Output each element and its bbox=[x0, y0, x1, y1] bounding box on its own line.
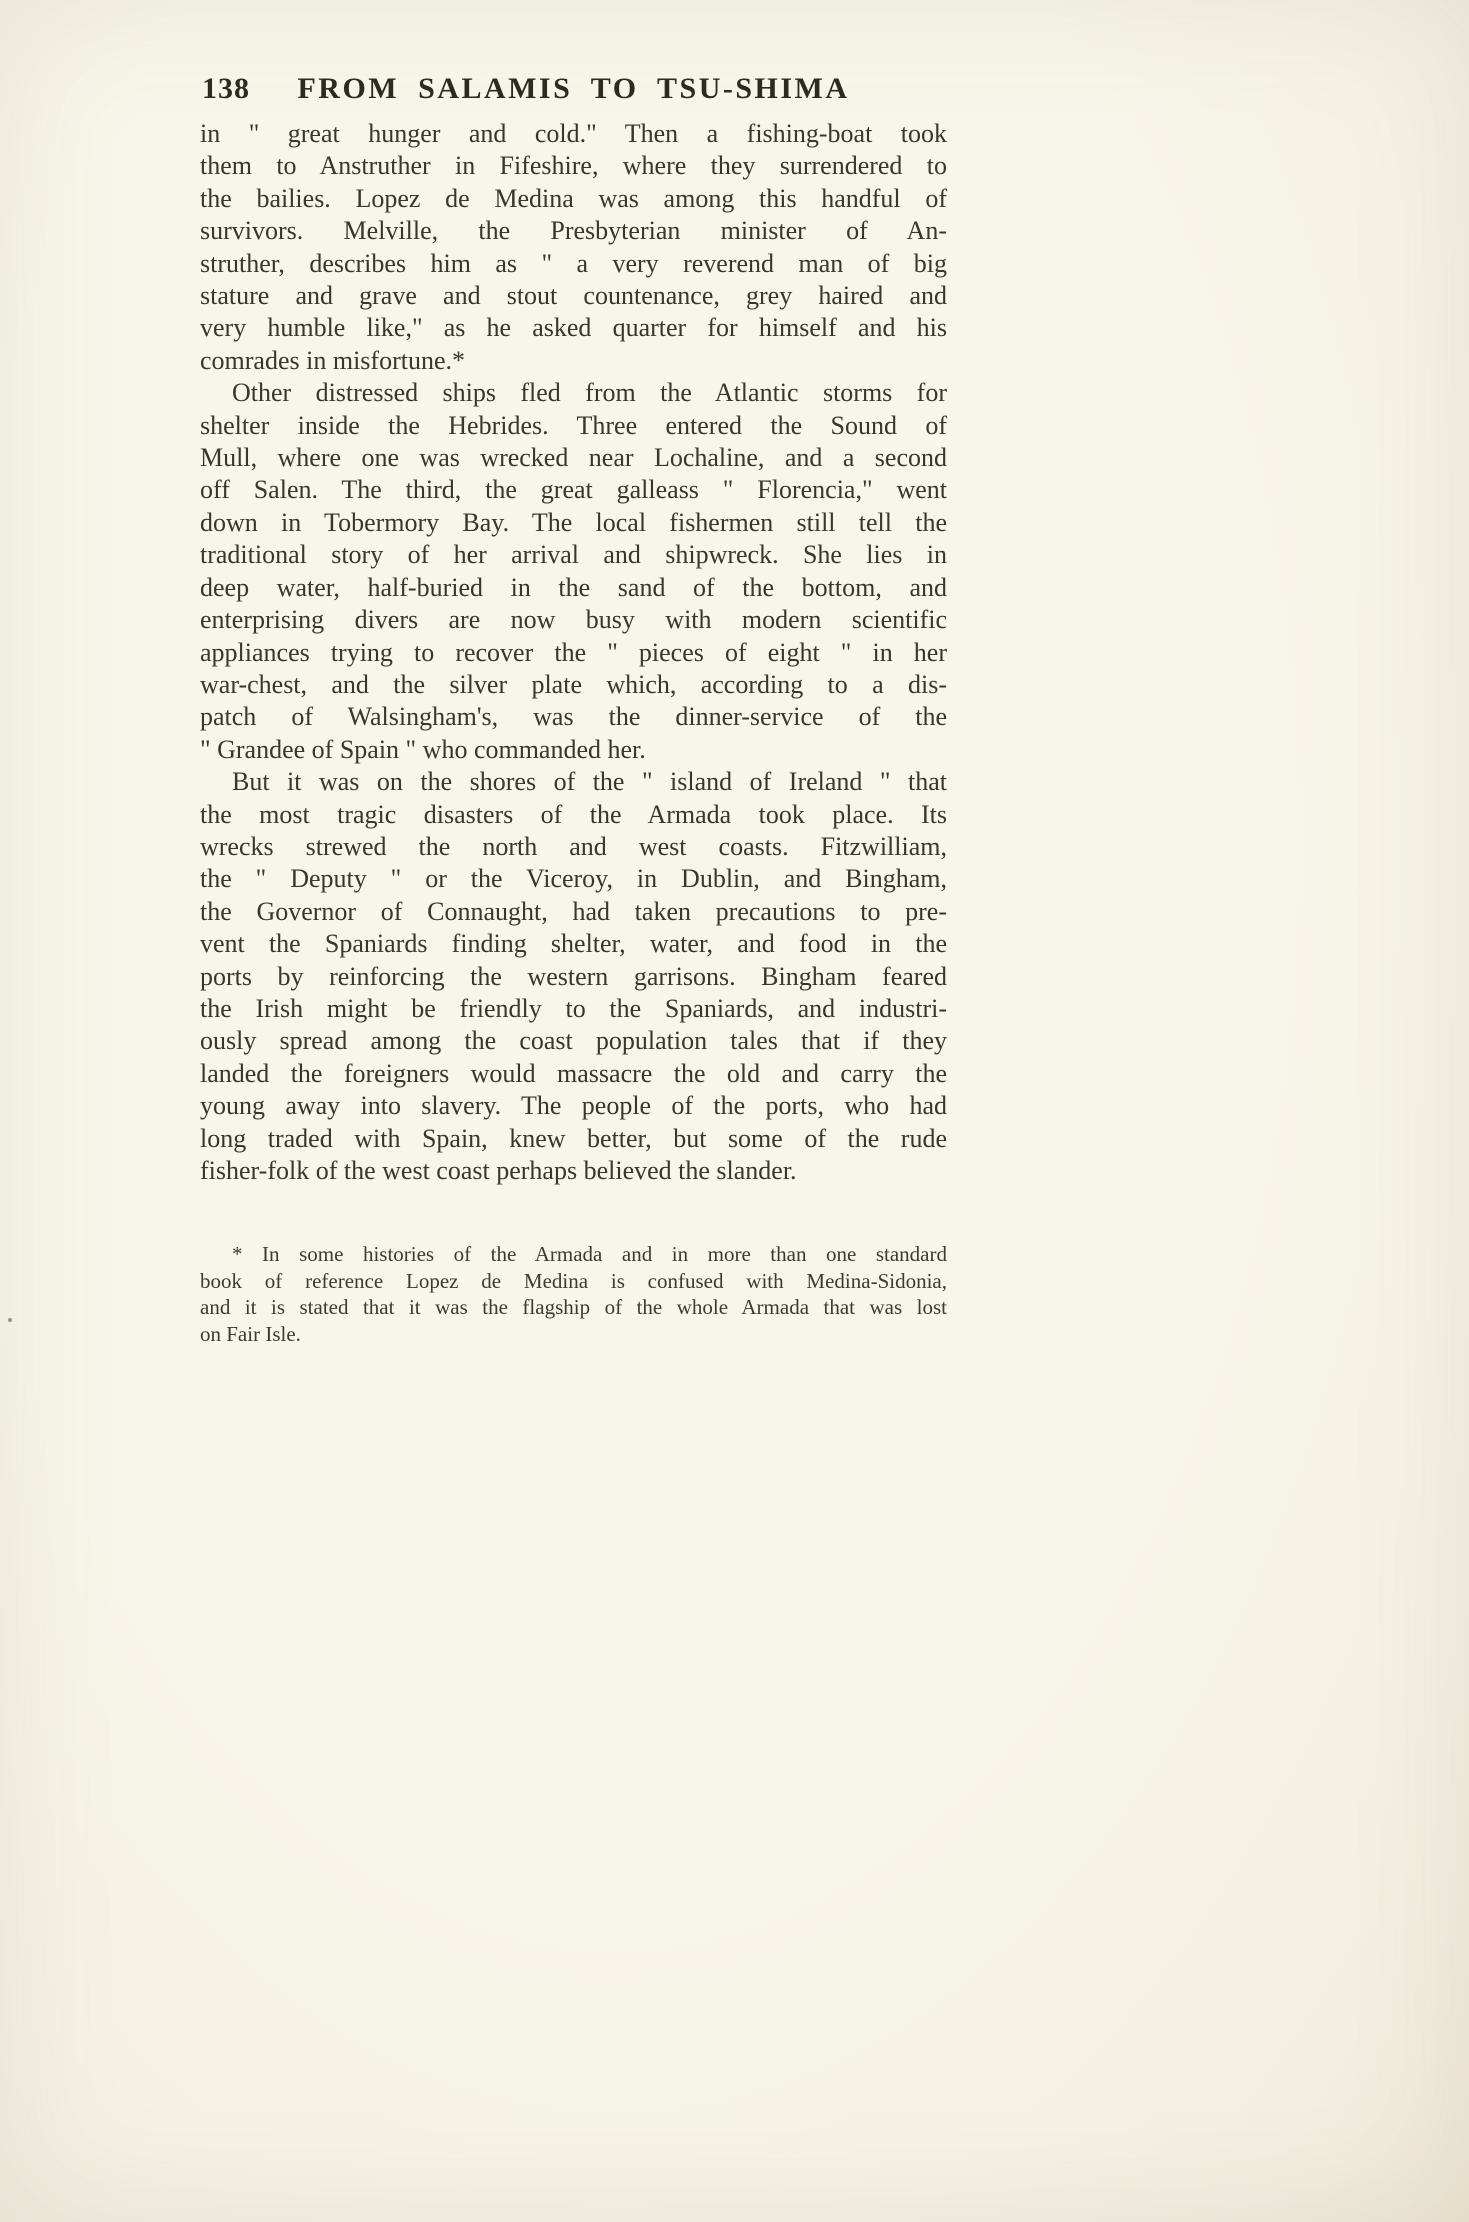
text-line: Other distressed ships fled from the Atlantic storms for bbox=[232, 378, 947, 408]
text-line: wrecks strewed the north and west coasts. Fitzwilliam, bbox=[200, 831, 947, 861]
text-line: ously spread among the coast population tales that if they bbox=[200, 1026, 947, 1056]
text-line: comrades in misfortune.* bbox=[200, 345, 465, 375]
text-line: on Fair Isle. bbox=[200, 1321, 301, 1346]
text-line: down in Tobermory Bay. The local fishermen still tell the bbox=[200, 507, 947, 537]
text-line: the most tragic disasters of the Armada took place. Its bbox=[200, 799, 947, 829]
paragraph bbox=[200, 118, 947, 377]
text-line: young away into slavery. The people of the ports, who had bbox=[200, 1091, 947, 1121]
body-paragraphs bbox=[200, 118, 947, 1187]
text-line: Mull, where one was wrecked near Lochaline, and a second bbox=[200, 443, 947, 473]
text-line: long traded with Spain, knew better, but some of the rude bbox=[200, 1123, 947, 1153]
text-line: enterprising divers are now busy with modern scientific bbox=[200, 605, 947, 635]
text-line: off Salen. The third, the great galleass " Florencia," went bbox=[200, 475, 947, 505]
text-line: landed the foreigners would massacre the old and carry the bbox=[200, 1058, 947, 1088]
text-line: the Irish might be friendly to the Spaniards, and industri- bbox=[200, 993, 947, 1023]
text-line: patch of Walsingham's, was the dinner-service of the bbox=[200, 702, 947, 732]
text-line: book of reference Lopez de Medina is confused with Medina-Sidonia, bbox=[200, 1268, 947, 1293]
scan-speck bbox=[8, 1318, 12, 1322]
text-line: them to Anstruther in Fifeshire, where they surrendered to bbox=[200, 151, 947, 181]
text-line: vent the Spaniards finding shelter, water, and food in the bbox=[200, 929, 947, 959]
text-line: survivors. Melville, the Presbyterian minister of An- bbox=[200, 216, 947, 246]
text-line: But it was on the shores of the " island of Ireland " that bbox=[232, 767, 947, 797]
page-title: FROM SALAMIS TO TSU-SHIMA bbox=[297, 72, 850, 105]
text-line: and it is stated that it was the flagship of the whole Armada that was lost bbox=[200, 1295, 947, 1320]
text-line: * In some histories of the Armada and in more than one standard bbox=[232, 1242, 947, 1267]
text-line: fisher-folk of the west coast perhaps believed the slander. bbox=[200, 1156, 797, 1185]
text-line: very humble like," as he asked quarter for himself and his bbox=[200, 313, 947, 343]
text-line: deep water, half-buried in the sand of the bottom, and bbox=[200, 572, 947, 602]
text-line: struther, describes him as " a very reverend man of big bbox=[200, 248, 947, 278]
text-line: ports by reinforcing the western garrisons. Bingham feared bbox=[200, 961, 947, 991]
paragraph bbox=[200, 766, 947, 1187]
text-line: stature and grave and stout countenance, grey haired and bbox=[200, 281, 947, 311]
text-line: in " great hunger and cold." Then a fishing-boat took bbox=[200, 119, 947, 148]
text-line: the " Deputy " or the Viceroy, in Dublin, and Bingham, bbox=[200, 864, 947, 894]
paragraph bbox=[200, 377, 947, 766]
text-line: traditional story of her arrival and shipwreck. She lies in bbox=[200, 540, 947, 570]
footnote bbox=[200, 1241, 947, 1347]
page-number: 138 bbox=[202, 72, 250, 105]
text-line: the Governor of Connaught, had taken precautions to pre- bbox=[200, 896, 947, 926]
text-line: war-chest, and the silver plate which, according to a dis- bbox=[200, 669, 947, 699]
page-header bbox=[200, 72, 947, 112]
text-line: shelter inside the Hebrides. Three entered the Sound of bbox=[200, 410, 947, 440]
text-line: the bailies. Lopez de Medina was among this handful of bbox=[200, 183, 947, 213]
text-block bbox=[200, 72, 947, 1347]
text-line: " Grandee of Spain " who commanded her. bbox=[200, 734, 646, 764]
text-line: appliances trying to recover the " pieces of eight " in her bbox=[200, 637, 947, 667]
